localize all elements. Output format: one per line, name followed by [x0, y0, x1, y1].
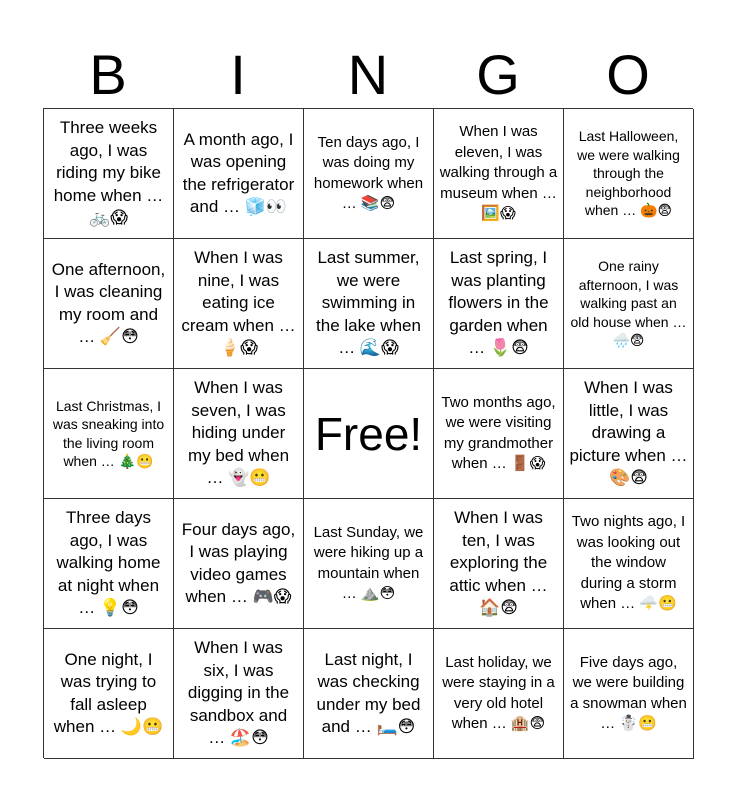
cell-text: Three days ago, I was walking home at night when … 💡😳: [56, 508, 161, 618]
cell-text: When I was seven, I was hiding under my bed when … 👻😬: [187, 378, 290, 488]
header-letter-i: I: [230, 43, 246, 106]
cell-text: Three weeks ago, I was riding my bike home when … 🚲😱: [53, 118, 164, 228]
bingo-cell-free[interactable]: [304, 369, 434, 499]
cell-text: Last spring, I was planting flowers in the garden when … 🌷😨: [448, 248, 549, 358]
bingo-cell-r5-c4[interactable]: [434, 629, 564, 759]
cell-text: One rainy afternoon, I was walking past an old house when … 🌧️😨: [570, 258, 687, 349]
cell-text: Last holiday, we were staying in a very old hotel when … 🏨😨: [442, 653, 555, 732]
cell-text: Last Christmas, I was sneaking into the living room when … 🎄😬: [52, 397, 165, 469]
bingo-cell-r2-c2[interactable]: [174, 239, 304, 369]
bingo-cell-r2-c4[interactable]: [434, 239, 564, 369]
cell-text: Four days ago, I was playing video games when … 🎮😱: [181, 519, 296, 606]
cell-text: Five days ago, we were building a snowman when … ☃️😬: [570, 653, 687, 732]
cell-text: When I was ten, I was exploring the attic when … 🏠😨: [449, 508, 548, 618]
bingo-header: [43, 40, 693, 110]
bingo-cell-r3-c5[interactable]: [564, 369, 694, 499]
bingo-cell-r2-c1[interactable]: [44, 239, 174, 369]
bingo-cell-r4-c3[interactable]: [304, 499, 434, 629]
bingo-cell-r2-c5[interactable]: [564, 239, 694, 369]
cell-text: Last night, I was checking under my bed and … 🛏️😳: [316, 649, 421, 736]
cell-text: When I was nine, I was eating ice cream when … 🍦😱: [181, 248, 296, 358]
bingo-cell-r1-c1[interactable]: [44, 109, 174, 239]
bingo-cell-r4-c4[interactable]: [434, 499, 564, 629]
bingo-cell-r4-c2[interactable]: [174, 499, 304, 629]
header-letter-n: N: [347, 43, 389, 106]
cell-text: Last Halloween, we were walking through the neighborhood when … 🎃😨: [577, 128, 680, 219]
header-letter-b: B: [89, 43, 127, 106]
bingo-cell-r4-c1[interactable]: [44, 499, 174, 629]
bingo-cell-r3-c1[interactable]: [44, 369, 174, 499]
bingo-cell-r3-c4[interactable]: [434, 369, 564, 499]
bingo-cell-r1-c4[interactable]: [434, 109, 564, 239]
bingo-cell-r5-c2[interactable]: [174, 629, 304, 759]
header-letter-o: O: [606, 43, 650, 106]
header-letter-g: G: [476, 43, 520, 106]
bingo-grid: [43, 108, 693, 758]
cell-text: Last Sunday, we were hiking up a mountain when … ⛰️😳: [313, 523, 424, 602]
bingo-cell-r3-c2[interactable]: [174, 369, 304, 499]
bingo-cell-r1-c2[interactable]: [174, 109, 304, 239]
bingo-cell-r1-c3[interactable]: [304, 109, 434, 239]
bingo-cell-r5-c1[interactable]: [44, 629, 174, 759]
bingo-cell-r1-c5[interactable]: [564, 109, 694, 239]
cell-text: When I was eleven, I was walking through a museum when … 🖼️😱: [439, 123, 558, 223]
bingo-cell-r2-c3[interactable]: [304, 239, 434, 369]
cell-text: When I was six, I was digging in the sandbox and … 🏖️😳: [187, 638, 290, 748]
bingo-cell-r5-c3[interactable]: [304, 629, 434, 759]
cell-text: Two months ago, we were visiting my grandmother when … 🚪😱: [441, 393, 556, 472]
cell-text: One afternoon, I was cleaning my room and … 🧹😳: [51, 259, 166, 346]
bingo-cell-r5-c5[interactable]: [564, 629, 694, 759]
cell-text: One night, I was trying to fall asleep when … 🌙😬: [53, 649, 164, 736]
free-space-text: Free!: [314, 407, 423, 460]
cell-text: Two nights ago, I was looking out the window during a storm when … 🌩️😬: [571, 513, 686, 613]
cell-text: Last summer, we were swimming in the lake when … 🌊😱: [316, 248, 421, 358]
cell-text: A month ago, I was opening the refrigerator and … 🧊👀: [182, 129, 295, 216]
bingo-cell-r4-c5[interactable]: [564, 499, 694, 629]
cell-text: Ten days ago, I was doing my homework when … 📚😨: [313, 133, 424, 212]
cell-text: When I was little, I was drawing a picture when … 🎨😨: [569, 378, 688, 488]
